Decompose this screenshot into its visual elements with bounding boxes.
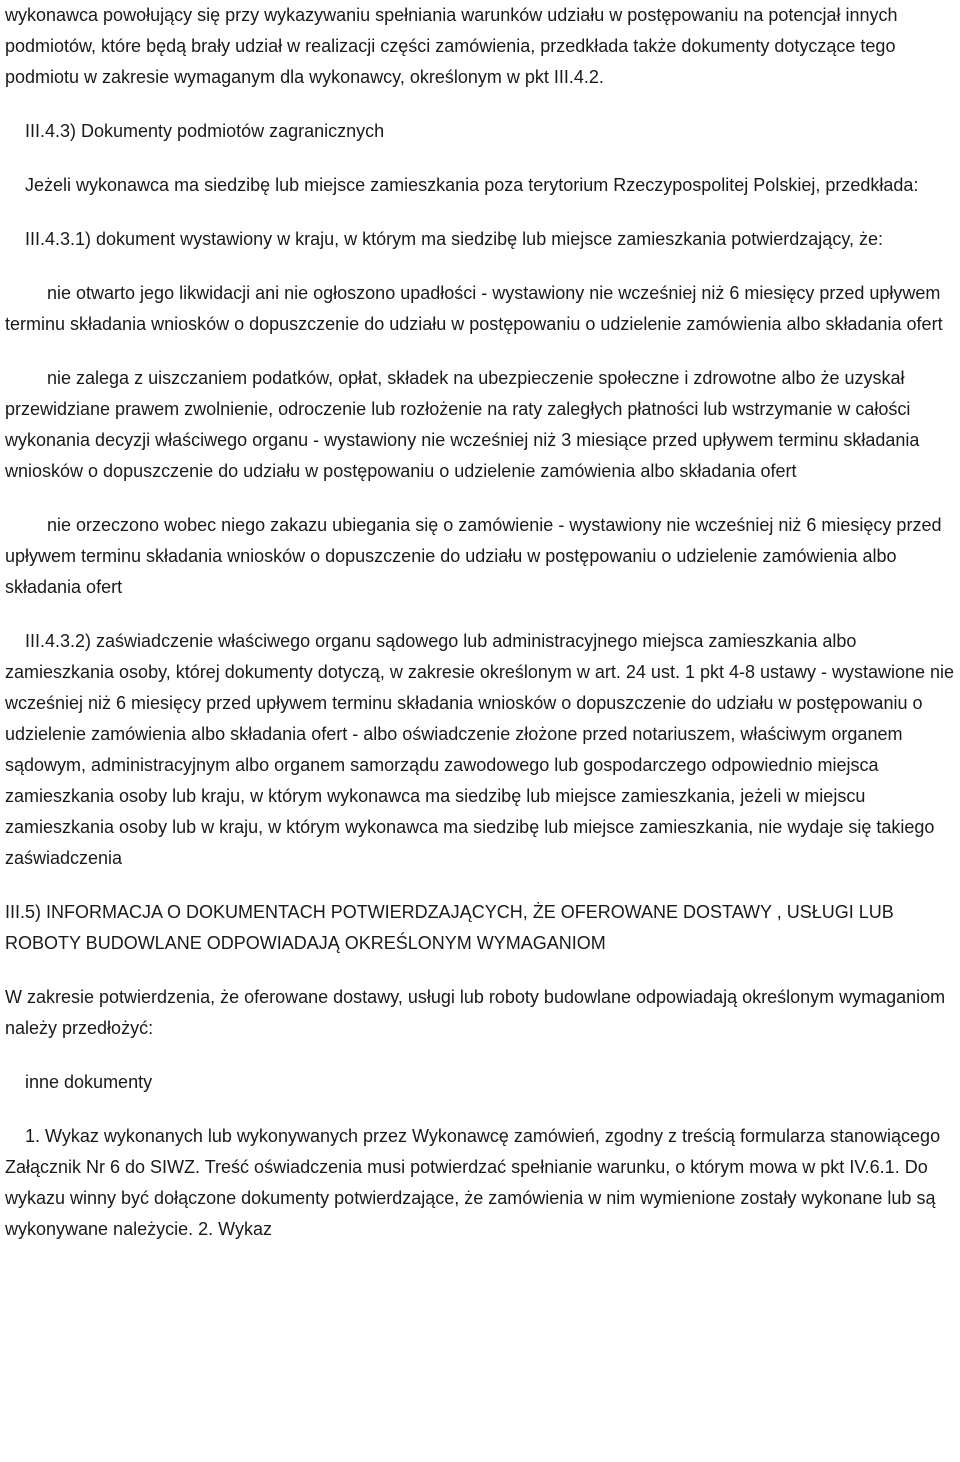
document-page xyxy=(5,0,957,1245)
paragraph-likwidacja: nie otwarto jego likwidacji ani nie ogłoszono upadłości - wystawiony nie wcześniej niż 6 miesięcy przed upływem terminu składania wniosków o dopuszczenie do udziału w postępowaniu o udzielenie zamówienia albo składania ofert xyxy=(5,283,943,334)
paragraph-zakaz: nie orzeczono wobec niego zakazu ubiegania się o zamówienie - wystawiony nie wcześniej niż 6 miesięcy przed upływem terminu składania wniosków o dopuszczenie do udziału w postępowaniu o udzielenie zamówienia albo składania ofert xyxy=(5,515,942,597)
paragraph-iii-4-3-1: III.4.3.1) dokument wystawiony w kraju, w którym ma siedzibę lub miejsce zamieszkania potwierdzający, że: xyxy=(25,229,883,249)
paragraph-wykaz: 1. Wykaz wykonanych lub wykonywanych przez Wykonawcę zamówień, zgodny z treścią formularza stanowiącego Załącznik Nr 6 do SIWZ. Treść oświadczenia musi potwierdzać spełnianie warunku, o którym mowa w pkt IV.6.1. Do wykazu winny być dołączone dokumenty potwierdzające, że zamówienia w nim wymienione zostały wykonane lub są wykonywane należycie. 2. Wykaz xyxy=(5,1126,941,1239)
paragraph-zakres: W zakresie potwierdzenia, że oferowane dostawy, usługi lub roboty budowlane odpowiadają określonym wymaganiom należy przedłożyć: xyxy=(5,987,946,1038)
paragraph-podatki: nie zalega z uiszczaniem podatków, opłat, składek na ubezpieczenie społeczne i zdrowotne albo że uzyskał przewidziane prawem zwolnienie, odroczenie lub rozłożenie na raty zaległych płatności lub wstrzymanie w całości wykonania decyzji właściwego organu - wystawiony nie wcześniej niż 3 miesiące przed upływem terminu składania wniosków o dopuszczenie do udziału w postępowaniu o udzielenie zamówienia albo składania ofert xyxy=(5,368,920,481)
paragraph-jezeli: Jeżeli wykonawca ma siedzibę lub miejsce zamieszkania poza terytorium Rzeczypospolitej Polskiej, przedkłada: xyxy=(25,175,919,195)
paragraph-potencjal: wykonawca powołujący się przy wykazywaniu spełniania warunków udziału w postępowaniu na potencjał innych podmiotów, które będą brały udział w realizacji części zamówienia, przedkłada także dokumenty dotyczące tego podmiotu w zakresie wymaganym dla wykonawcy, określonym w pkt III.4.2. xyxy=(5,5,898,87)
heading-iii-4-3: III.4.3) Dokumenty podmiotów zagranicznych xyxy=(25,121,385,141)
heading-iii-5: III.5) INFORMACJA O DOKUMENTACH POTWIERDZAJĄCYCH, ŻE OFEROWANE DOSTAWY , USŁUGI LUB ROBOTY BUDOWLANE ODPOWIADAJĄ OKREŚLONYM WYMAGANIOM xyxy=(5,902,894,953)
paragraph-inne-dokumenty: inne dokumenty xyxy=(25,1072,153,1092)
paragraph-iii-4-3-2: III.4.3.2) zaświadczenie właściwego organu sądowego lub administracyjnego miejsca zamieszkania albo zamieszkania osoby, której dokumenty dotyczą, w zakresie określonym w art. 24 ust. 1 pkt 4-8 ustawy - wystawione nie wcześniej niż 6 miesięcy przed upływem terminu składania wniosków o dopuszczenie do udziału w postępowaniu o udzielenie zamówienia albo składania ofert - albo oświadczenie złożone przed notariuszem, właściwym organem sądowym, administracyjnym albo organem samorządu zawodowego lub gospodarczego odpowiednio miejsca zamieszkania osoby lub kraju, w którym wykonawca ma siedzibę lub miejsce zamieszkania, jeżeli w miejscu zamieszkania osoby lub w kraju, w którym wykonawca ma siedzibę lub miejsce zamieszkania, nie wydaje się takiego zaświadczenia xyxy=(5,631,955,868)
